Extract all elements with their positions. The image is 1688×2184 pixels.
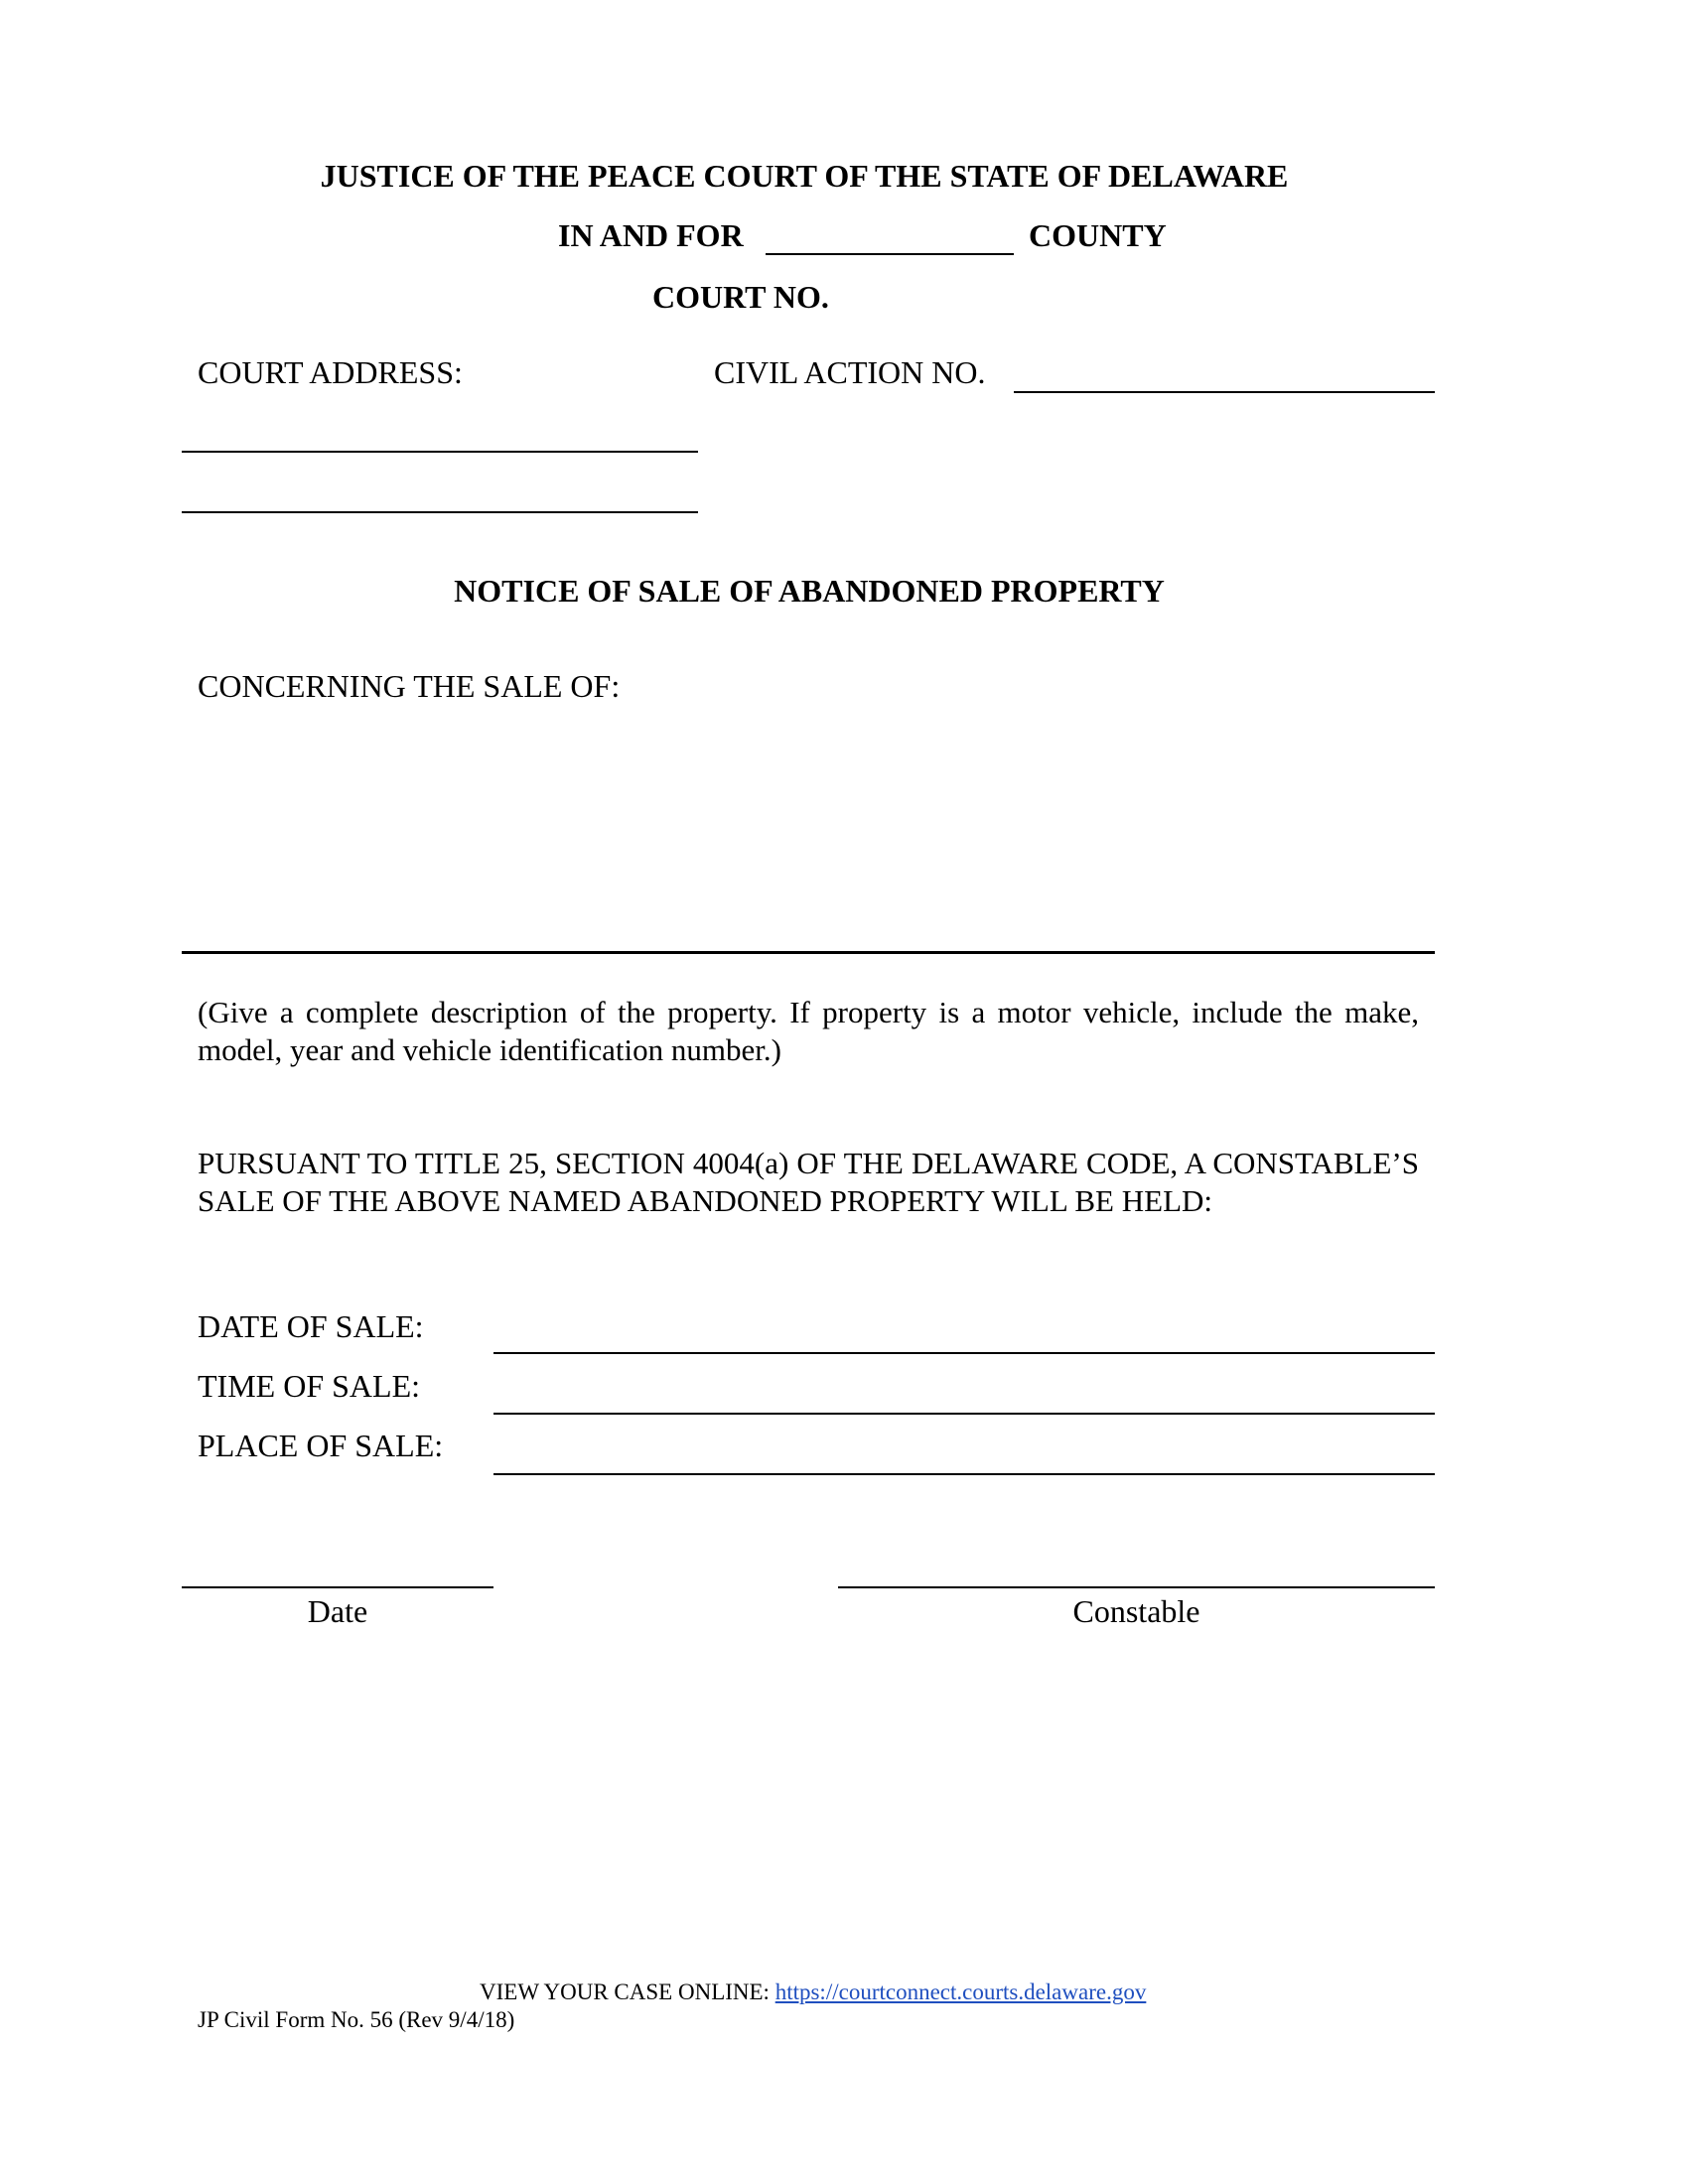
court-address-label: COURT ADDRESS: [198,354,463,390]
county-blank-line[interactable] [766,253,1014,255]
time-of-sale-line[interactable] [493,1413,1435,1415]
signature-date-line[interactable] [182,1586,493,1588]
date-of-sale-label: DATE OF SALE: [198,1308,424,1344]
court-name-heading: JUSTICE OF THE PEACE COURT OF THE STATE OF DELAWARE [320,158,1289,194]
concerning-label: CONCERNING THE SALE OF: [198,668,621,704]
description-instruction: (Give a complete description of the property. If property is a motor vehicle, include the make, model, year and vehicle identification number.) [198,995,1419,1067]
constable-label: Constable [1072,1593,1200,1629]
form-number: JP Civil Form No. 56 (Rev 9/4/18) [198,2007,515,2032]
view-online-label: VIEW YOUR CASE ONLINE: [480,1979,770,2004]
notice-title: NOTICE OF SALE OF ABANDONED PROPERTY [454,573,1165,609]
county-label: COUNTY [1029,217,1167,253]
time-of-sale-label: TIME OF SALE: [198,1368,420,1404]
view-online-line [480,1979,1146,2006]
pursuant-statement: PURSUANT TO TITLE 25, SECTION 4004(a) OF THE DELAWARE CODE, A CONSTABLE’S SALE OF THE ABOVE NAMED ABANDONED PROPERTY WILL BE HELD: [198,1146,1419,1218]
property-description-line[interactable] [182,951,1435,954]
court-no-label: COURT NO. [652,279,829,315]
court-address-line-2[interactable] [182,511,698,513]
place-of-sale-line[interactable] [493,1473,1435,1475]
civil-action-number-line[interactable] [1014,391,1435,393]
courtconnect-link[interactable]: https://courtconnect.courts.delaware.gov [774,1979,1147,2004]
place-of-sale-label: PLACE OF SALE: [198,1428,444,1463]
constable-signature-line[interactable] [838,1586,1435,1588]
date-of-sale-line[interactable] [493,1352,1435,1354]
civil-action-label: CIVIL ACTION NO. [714,354,986,390]
signature-date-label: Date [307,1593,368,1629]
court-address-line-1[interactable] [182,451,698,453]
in-and-for-label: IN AND FOR [558,217,744,253]
